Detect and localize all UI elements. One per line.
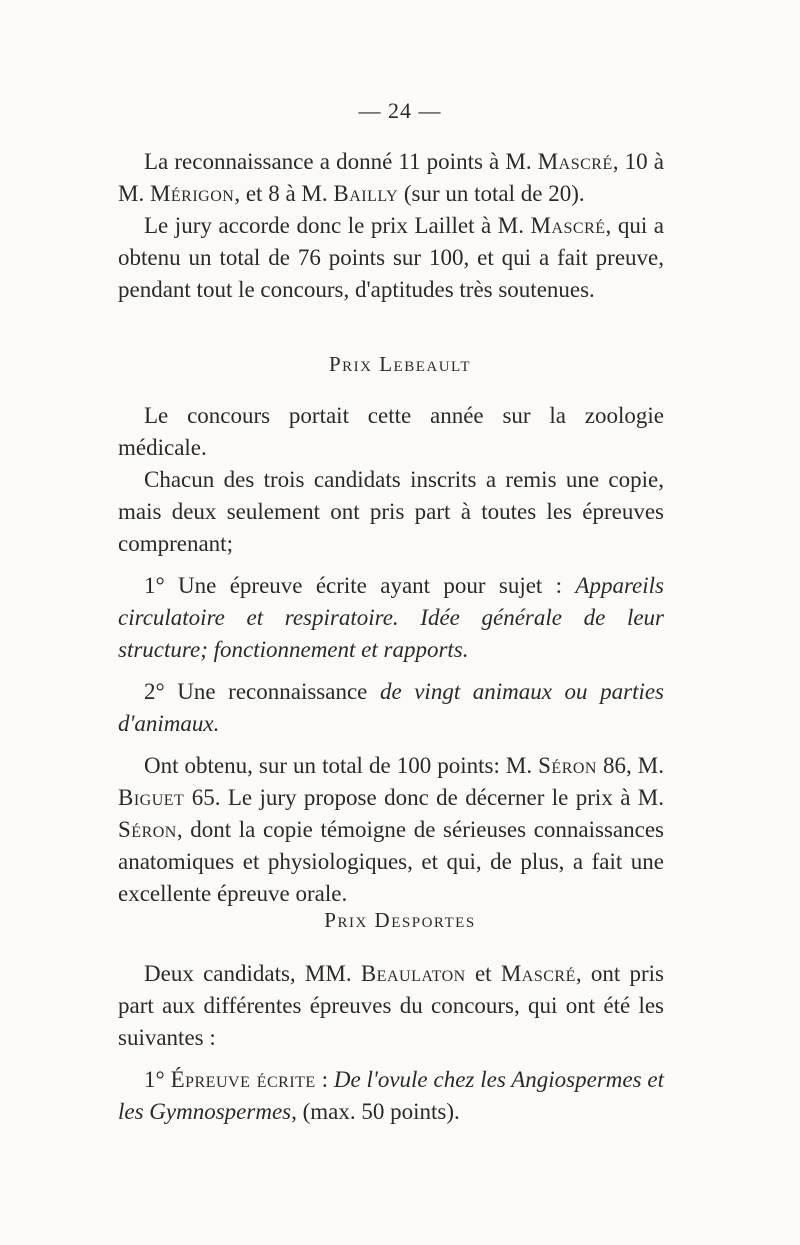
paragraph-epreuve-ecrite: 1° Une épreuve écrite ayant pour sujet : Appareils circulatoire et respiratoire. Idée générale de leur structure; fonctionnement et rapports. [118, 573, 664, 662]
paragraph-candidats-desportes: Deux candidats, MM. Beaulaton et Mascré, ont pris part aux différentes épreuves du concours, qui ont été les suivantes : [118, 961, 665, 1050]
paragraph-zoologie: Le concours portait cette année sur la zoologie médicale. [118, 403, 664, 460]
page-number: — 24 — [358, 98, 442, 123]
paragraph-reconnaissance-results: La reconnaissance a donné 11 points à M. Mascré, 10 à M. Mérigon, et 8 à M. Bailly (sur un total de 20). [118, 149, 664, 206]
top-section [118, 146, 664, 306]
heading-prix-lebeault: Prix Lebeault [328, 352, 472, 376]
paragraph-reconnaissance: 2° Une reconnaissance de vingt animaux ou parties d'animaux. [118, 679, 665, 736]
heading-prix-desportes: Prix Desportes [324, 908, 476, 932]
desportes-section [118, 958, 664, 1128]
paragraph-laillet-prize: Le jury accorde donc le prix Laillet à M. Mascré, qui a obtenu un total de 76 points sur 100, et qui a fait preuve, pendant tout le concours, d'aptitudes très soutenues. [118, 213, 664, 302]
paragraph-candidats: Chacun des trois candidats inscrits a remis une copie, mais deux seulement ont pris part à toutes les épreuves comprenant; [118, 467, 664, 556]
paragraph-results-seron: Ont obtenu, sur un total de 100 points: M. Séron 86, M. Biguet 65. Le jury propose donc de décerner le prix à M. Séron, dont la copie témoigne de sérieuses connaissances anatomiques et physiologiques, et qui, de plus, a fait une excellente épreuve orale. [118, 753, 664, 906]
paragraph-epreuve-ecrite-ovule: 1° Épreuve écrite : De l'ovule chez les Angiospermes et les Gymnospermes, (max. 50 points). [118, 1067, 664, 1124]
lebeault-section [118, 400, 664, 910]
